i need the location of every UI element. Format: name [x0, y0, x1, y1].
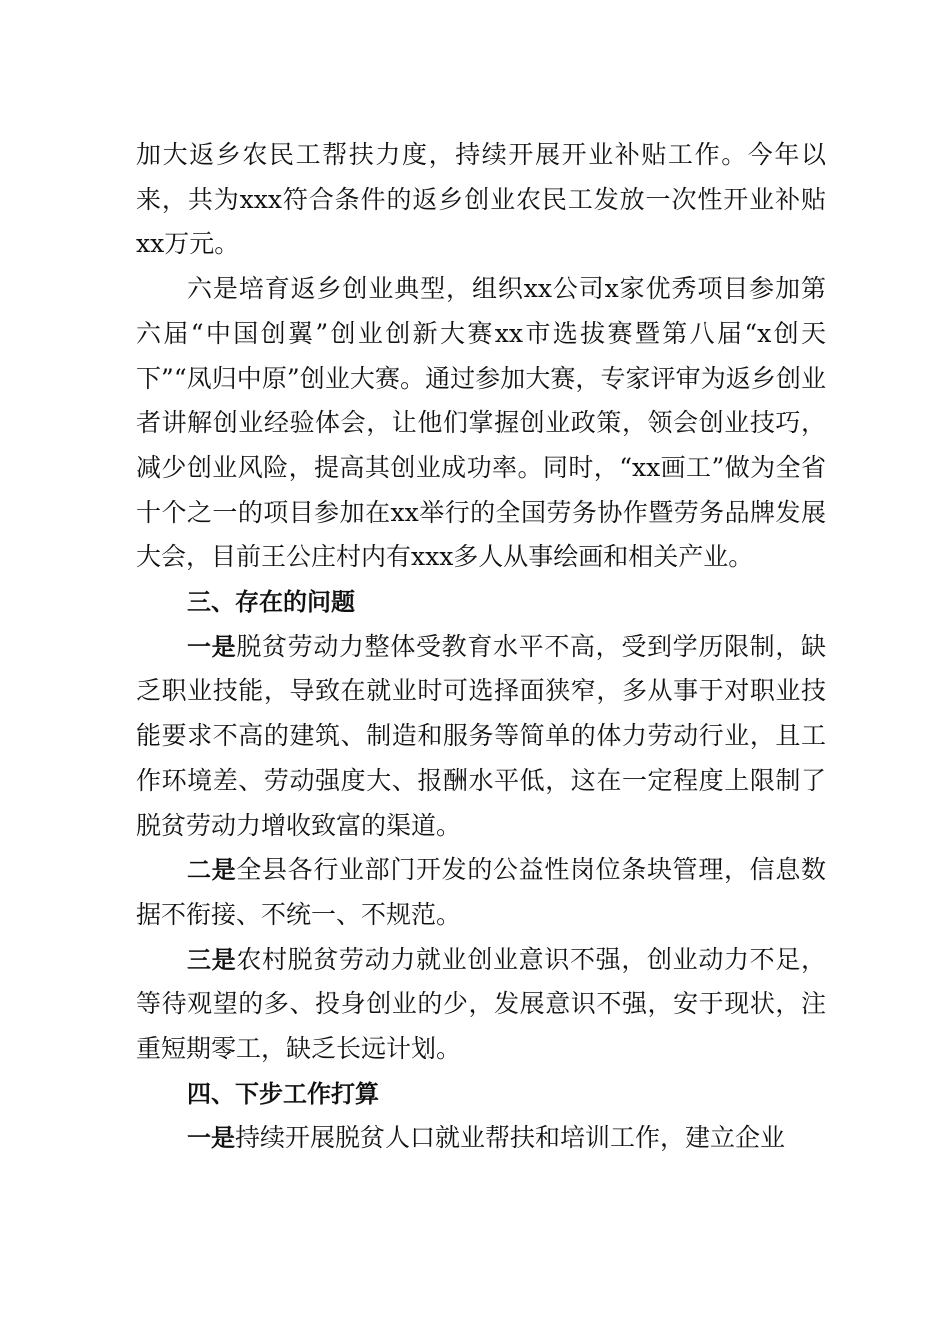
problem-item-1-text: 脱贫劳动力整体受教育水平不高，受到学历限制，缺乏职业技能，导致在就业时可选择面狭窄，多从事于对职业技能要求不高的建筑、制造和服务等简单的体力劳动行业，且工作环境差、劳动强度大、报酬水平低，这在一定程度上限制了脱贫劳动力增收致富的渠道。 — [136, 631, 826, 840]
section-heading-next-steps: 四、下步工作打算 — [187, 1079, 379, 1108]
problem-item-2 — [136, 848, 826, 937]
plan-item-1-lead: 一是 — [187, 1124, 235, 1153]
problem-item-1 — [136, 625, 826, 849]
plan-item-1 — [136, 1116, 826, 1161]
paragraph-subsidy: 加大返乡农民工帮扶力度，持续开展开业补贴工作。今年以来，共为xxx符合条件的返乡创业农民工发放一次性开业补贴xx万元。 — [136, 140, 826, 259]
problem-item-3-text: 农村脱贫劳动力就业创业意识不强，创业动力不足，等待观望的多、投身创业的少，发展意识不强，安于现状，注重短期零工，缺乏长远计划。 — [136, 944, 826, 1064]
problem-item-2-lead: 二是 — [187, 856, 237, 885]
problem-item-1-lead: 一是 — [187, 632, 237, 661]
problem-item-3 — [136, 938, 826, 1072]
plan-item-1-text: 持续开展脱贫人口就业帮扶和培训工作，建立企业 — [235, 1123, 786, 1153]
paragraph-entrepreneurship-model: 六是培育返乡创业典型，组织xx公司x家优秀项目参加第六届“中国创翼”创业创新大赛xx市选拔赛暨第八届“x创天下”“凤归中原”创业大赛。通过参加大赛，专家评审为返乡创业者讲解创业经验体会，让他们掌握创业政策，领会创业技巧，减少创业风险，提高其创业成功率。同时，“xx画工”做为全省十个之一的项目参加在xx举行的全国劳务协作暨劳务品牌发展大会，目前王公庄村内有xxx多人从事绘画和相关产业。 — [136, 274, 826, 572]
section-heading-problems: 三、存在的问题 — [187, 588, 355, 617]
problem-item-2-text: 全县各行业部门开发的公益性岗位条块管理，信息数据不衔接、不统一、不规范。 — [136, 855, 826, 929]
document-body — [136, 133, 826, 1161]
problem-item-3-lead: 三是 — [187, 945, 237, 974]
